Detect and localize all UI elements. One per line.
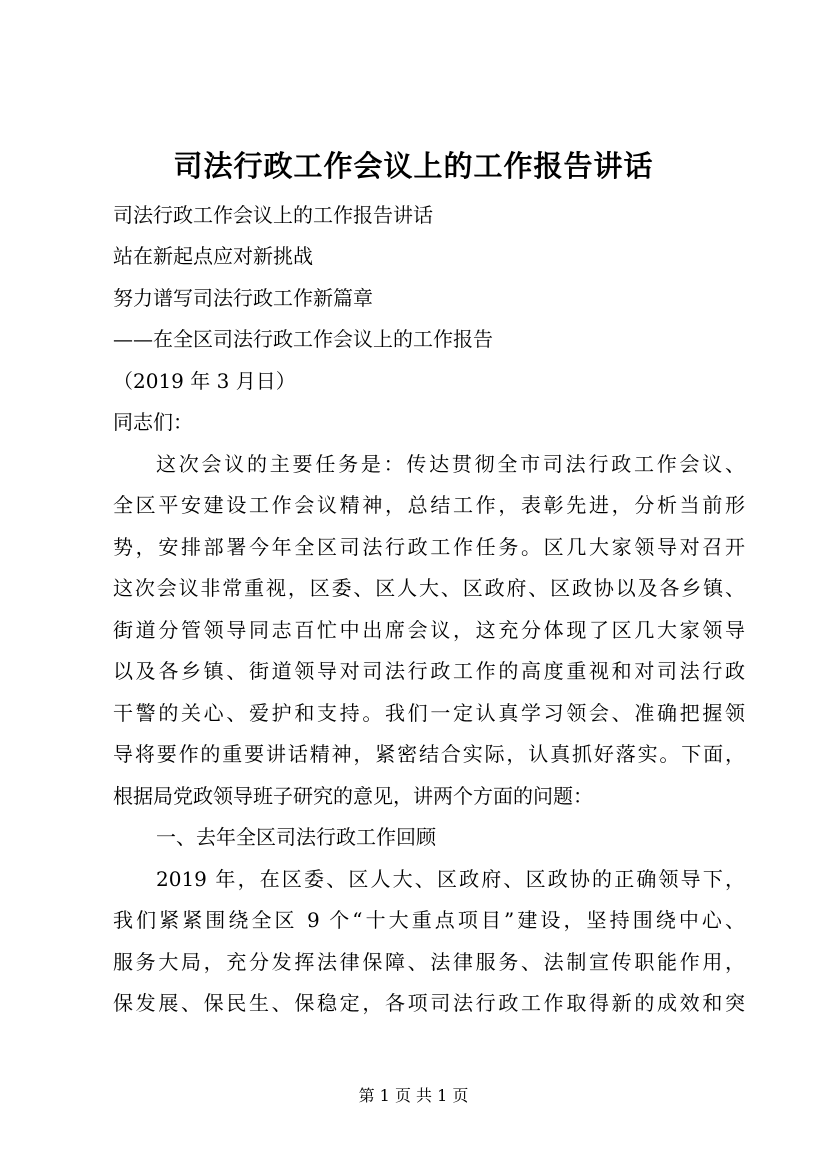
section-heading: 一、去年全区司法行政工作回顾: [156, 825, 436, 849]
header-line-subtitle: 司法行政工作会议上的工作报告讲话: [113, 203, 433, 227]
page-footer: 第 1 页 共 1 页: [358, 1086, 469, 1105]
paragraph-line: 导将要作的重要讲话精神，紧密结合实际，认真抓好落实。下面，: [113, 742, 745, 766]
salutation: 同志们：: [113, 410, 193, 434]
document-title: 司法行政工作会议上的工作报告讲话: [173, 149, 654, 183]
paragraph-line: 这次会议的主要任务是：传达贯彻全市司法行政工作会议、: [156, 452, 745, 476]
paragraph-line: 势，安排部署今年全区司法行政工作任务。区几大家领导对召开: [113, 535, 745, 559]
paragraph-line: 这次会议非常重视，区委、区人大、区政府、区政协以及各乡镇、: [113, 576, 745, 600]
paragraph-line: 2019 年，在区委、区人大、区政府、区政协的正确领导下，: [156, 867, 745, 891]
header-line-slogan-1: 站在新起点应对新挑战: [113, 244, 313, 268]
header-line-slogan-2: 努力谱写司法行政工作新篇章: [113, 286, 373, 310]
header-line-date: （2019 年 3 月日）: [113, 369, 296, 393]
header-line-report-subtitle: ——在全区司法行政工作会议上的工作报告: [113, 327, 493, 351]
paragraph-line: 根据局党政领导班子研究的意见，讲两个方面的问题：: [113, 784, 593, 808]
paragraph-line: 保发展、保民生、保稳定，各项司法行政工作取得新的成效和突: [113, 991, 745, 1015]
paragraph-line: 我们紧紧围绕全区 9 个“十大重点项目”建设，坚持围绕中心、: [113, 908, 745, 932]
paragraph-line: 服务大局，充分发挥法律保障、法律服务、法制宣传职能作用，: [113, 950, 745, 974]
paragraph-line: 以及各乡镇、街道领导对司法行政工作的高度重视和对司法行政: [113, 659, 745, 683]
paragraph-line: 街道分管领导同志百忙中出席会议，这充分体现了区几大家领导: [113, 618, 745, 642]
paragraph-line: 全区平安建设工作会议精神，总结工作，表彰先进，分析当前形: [113, 493, 745, 517]
paragraph-line: 干警的关心、爱护和支持。我们一定认真学习领会、准确把握领: [113, 701, 745, 725]
